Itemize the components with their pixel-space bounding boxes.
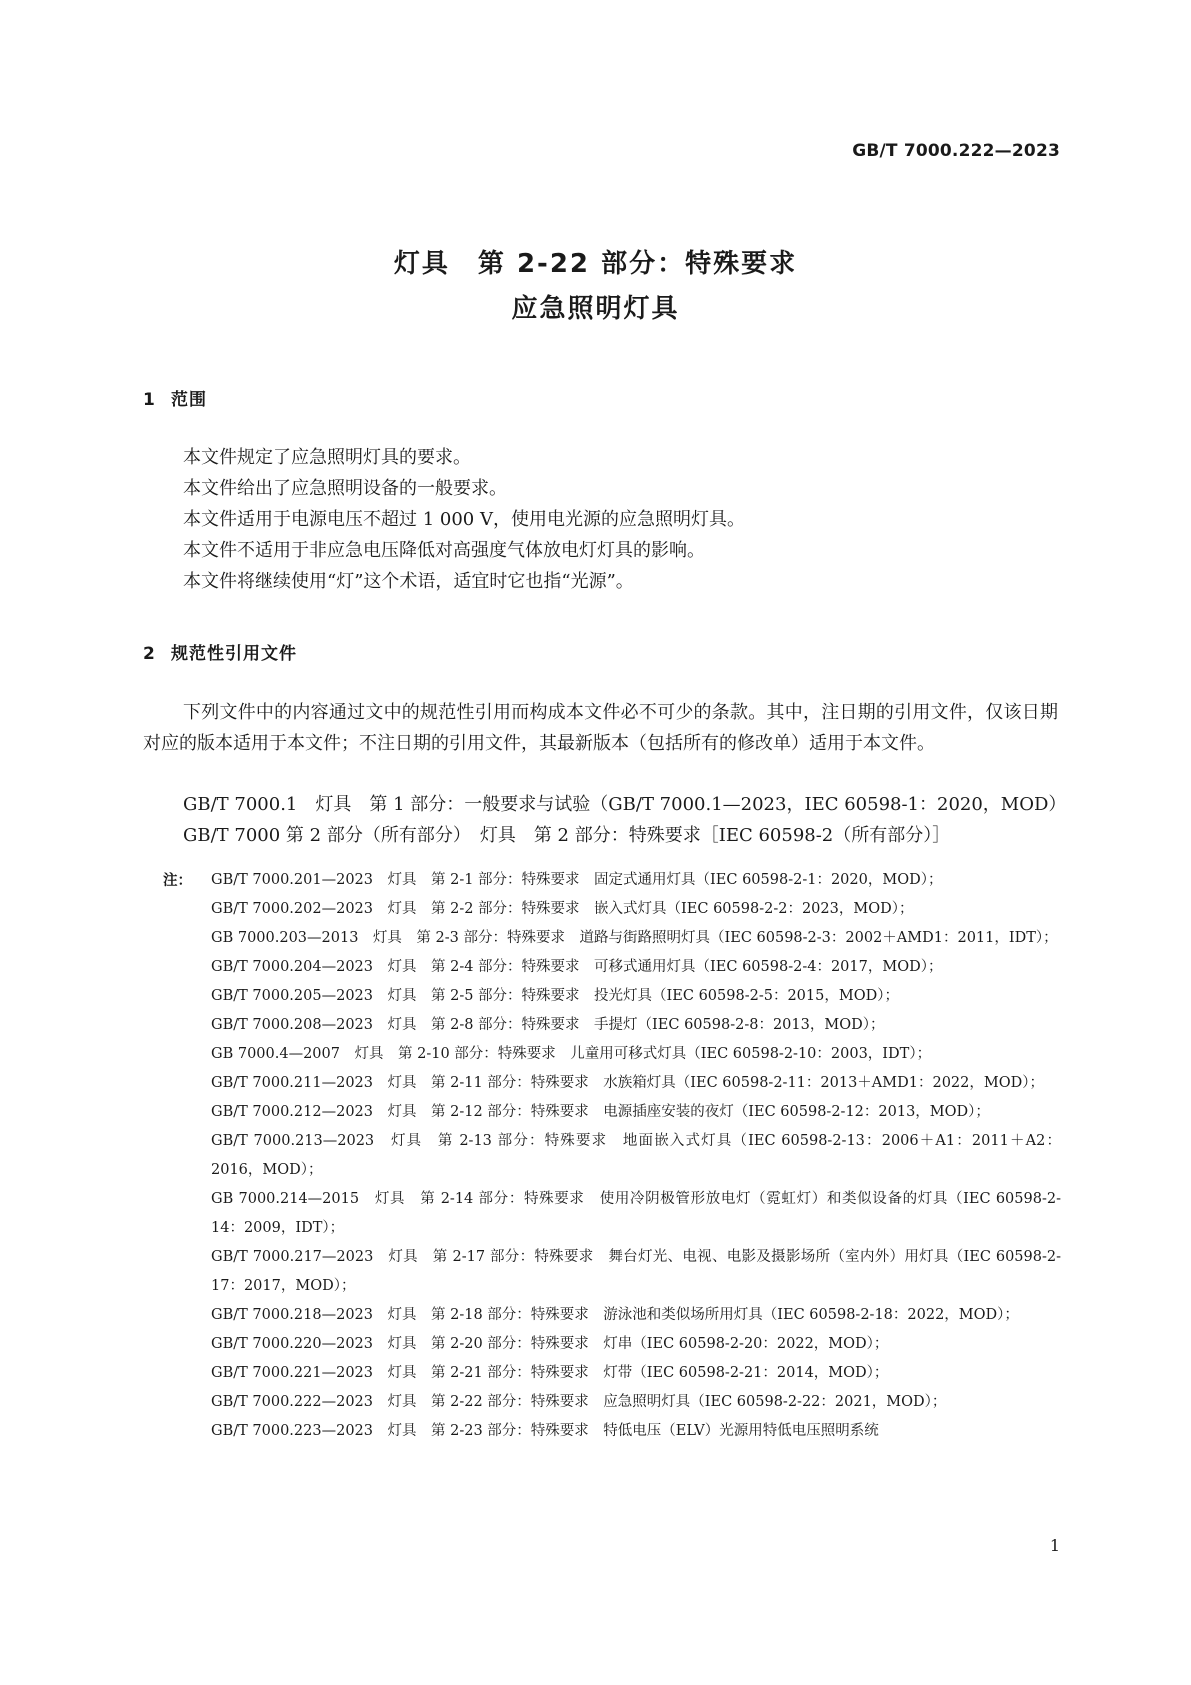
reference-list	[183, 789, 1066, 851]
note-list	[163, 866, 1061, 1446]
reference-item: GB/T 7000 第 2 部分（所有部分） 灯具 第 2 部分：特殊要求［IEC 60598-2（所有部分）］	[183, 825, 951, 846]
note-item	[163, 1069, 1061, 1098]
note-text: GB/T 7000.222—2023 灯具 第 2-22 部分：特殊要求 应急照明灯具（IEC 60598-2-22：2021，MOD）；	[211, 1394, 947, 1410]
document-subtitle: 应急照明灯具	[511, 294, 680, 324]
note-item	[163, 895, 1061, 924]
note-text: GB/T 7000.204—2023 灯具 第 2-4 部分：特殊要求 可移式通用灯具（IEC 60598-2-4：2017，MOD）；	[211, 959, 943, 975]
note-item	[163, 953, 1061, 982]
note-item	[163, 1127, 1061, 1185]
note-text: GB/T 7000.201—2023 灯具 第 2-1 部分：特殊要求 固定式通用灯具（IEC 60598-2-1：2020，MOD）；	[211, 872, 943, 888]
scope-paragraphs	[183, 442, 745, 597]
document-title: 灯具 第 2-22 部分：特殊要求	[393, 249, 798, 279]
section-title: 范围	[171, 390, 207, 410]
scope-paragraph: 本文件将继续使用“灯”这个术语，适宜时它也指“光源”。	[183, 571, 634, 592]
note-text: GB/T 7000.211—2023 灯具 第 2-11 部分：特殊要求 水族箱灯具（IEC 60598-2-11：2013＋AMD1：2022，MOD）；	[211, 1075, 1044, 1091]
note-item	[163, 1301, 1061, 1330]
note-text: GB 7000.214—2015 灯具 第 2-14 部分：特殊要求 使用冷阴极管形放电灯（霓虹灯）和类似设备的灯具（IEC 60598-2-14：2009，IDT）；	[211, 1191, 1061, 1236]
note-text: GB/T 7000.223—2023 灯具 第 2-23 部分：特殊要求 特低电压（ELV）光源用特低电压照明系统	[211, 1423, 879, 1439]
note-text: GB/T 7000.205—2023 灯具 第 2-5 部分：特殊要求 投光灯具（IEC 60598-2-5：2015，MOD）；	[211, 988, 899, 1004]
note-item	[163, 1040, 1061, 1069]
note-item	[163, 1011, 1061, 1040]
section-heading-normative-references	[143, 639, 297, 664]
scope-paragraph: 本文件不适用于非应急电压降低对高强度气体放电灯灯具的影响。	[183, 540, 705, 561]
standard-code: GB/T 7000.222—2023	[852, 141, 1060, 161]
note-item	[163, 1243, 1061, 1301]
note-text: GB/T 7000.220—2023 灯具 第 2-20 部分：特殊要求 灯串（IEC 60598-2-20：2022，MOD）；	[211, 1336, 889, 1352]
note-item	[163, 1185, 1061, 1243]
note-text: GB/T 7000.208—2023 灯具 第 2-8 部分：特殊要求 手提灯（IEC 60598-2-8：2013，MOD）；	[211, 1017, 885, 1033]
references-intro: 下列文件中的内容通过文中的规范性引用而构成本文件必不可少的条款。其中，注日期的引用文件，仅该日期对应的版本适用于本文件；不注日期的引用文件，其最新版本（包括所有的修改单）适用于本文件。	[143, 702, 1058, 754]
note-text: GB 7000.4—2007 灯具 第 2-10 部分：特殊要求 儿童用可移式灯具（IEC 60598-2-10：2003，IDT）；	[211, 1046, 932, 1062]
reference-item: GB/T 7000.1 灯具 第 1 部分：一般要求与试验（GB/T 7000.1—2023，IEC 60598-1：2020，MOD）	[183, 794, 1067, 815]
section-title: 规范性引用文件	[171, 644, 297, 664]
section-number: 2	[143, 644, 156, 664]
scope-paragraph: 本文件适用于电源电压不超过 1 000 V，使用电光源的应急照明灯具。	[183, 509, 745, 530]
note-text: GB/T 7000.213—2023 灯具 第 2-13 部分：特殊要求 地面嵌入式灯具（IEC 60598-2-13：2006＋A1：2011＋A2：2016，MOD）；	[211, 1133, 1061, 1178]
scope-paragraph: 本文件规定了应急照明灯具的要求。	[183, 447, 471, 468]
note-item	[163, 1098, 1061, 1127]
scope-paragraph: 本文件给出了应急照明设备的一般要求。	[183, 478, 507, 499]
note-item	[163, 866, 1061, 895]
note-item	[163, 1359, 1061, 1388]
page-number: 1	[1049, 1536, 1060, 1555]
note-text: GB/T 7000.218—2023 灯具 第 2-18 部分：特殊要求 游泳池和类似场所用灯具（IEC 60598-2-18：2022，MOD）；	[211, 1307, 1019, 1323]
note-text: GB/T 7000.202—2023 灯具 第 2-2 部分：特殊要求 嵌入式灯具（IEC 60598-2-2：2023，MOD）；	[211, 901, 914, 917]
note-item	[163, 1330, 1061, 1359]
section-heading-scope	[143, 385, 207, 410]
note-item	[163, 982, 1061, 1011]
note-text: GB 7000.203—2013 灯具 第 2-3 部分：特殊要求 道路与街路照明灯具（IEC 60598-2-3：2002＋AMD1：2011，IDT）；	[211, 930, 1058, 946]
note-item	[163, 924, 1061, 953]
note-label: 注：	[163, 872, 192, 889]
note-text: GB/T 7000.212—2023 灯具 第 2-12 部分：特殊要求 电源插座安装的夜灯（IEC 60598-2-12：2013，MOD）；	[211, 1104, 990, 1120]
note-text: GB/T 7000.217—2023 灯具 第 2-17 部分：特殊要求 舞台灯光、电视、电影及摄影场所（室内外）用灯具（IEC 60598-2-17：2017，MOD）；	[211, 1249, 1061, 1294]
note-item	[163, 1417, 1061, 1446]
section-number: 1	[143, 390, 156, 410]
note-text: GB/T 7000.221—2023 灯具 第 2-21 部分：特殊要求 灯带（IEC 60598-2-21：2014，MOD）；	[211, 1365, 889, 1381]
note-item	[163, 1388, 1061, 1417]
